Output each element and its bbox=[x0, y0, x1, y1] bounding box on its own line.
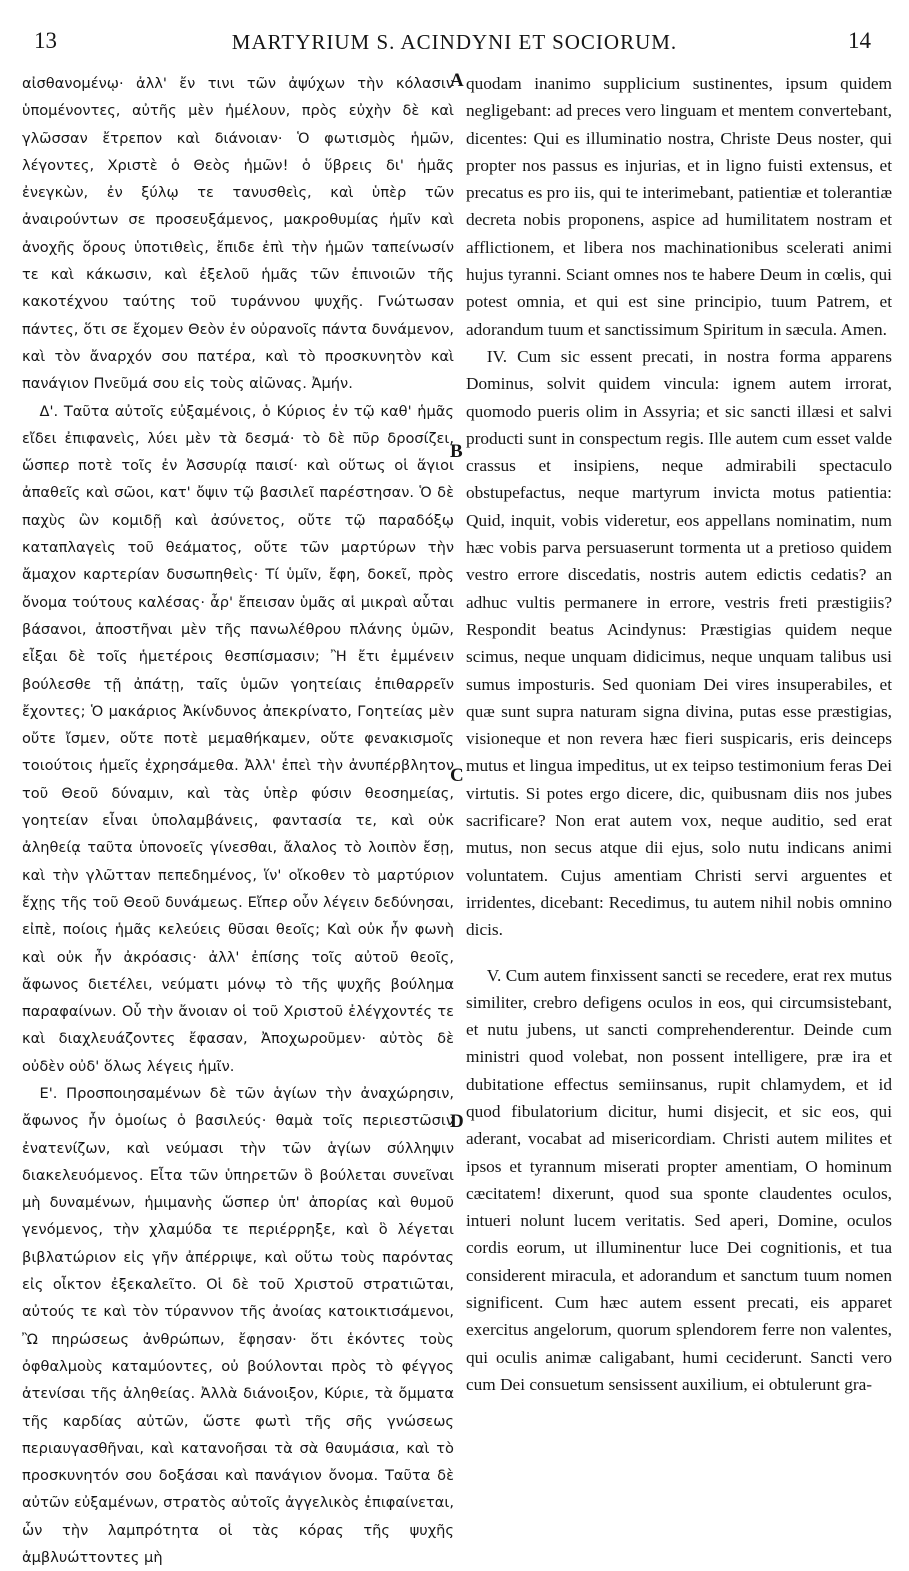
margin-marker-b: B bbox=[450, 441, 463, 462]
latin-paragraph-2: IV. Cum sic essent precati, in nostra forma apparens Dominus, solvit quidem vincula: ignem autem irrorat, quomodo pueris olim in Assyria; et sic sancti illæsi et salvi producti sunt in conspectum regis. Ille autem cum esset valde crassus et insipiens, neque admirabili spectaculo obstupefactus, neque martyrum invicta motus patientia: Quid, inquit, vobis videretur, eos appellans nominatim, num hæc vobis parva persuaserunt tormenta ut a pretioso quidem vestro errore discedatis, nostris autem edictis cedatis? an adhuc vultis permanere in errore, vestris freti præstigiis? Respondit beatus Acindynus: Præstigias quidem neque scimus, neque unquam didicimus, neque unquam talibus usi sumus imposturis. Sed quoniam Dei vires insuperabiles, et quæ sunt supra naturam signa divina, putas esse præstigias, visioneque et non revera hæc fieri suspicaris, eris deinceps mutus et lingua impeditus, ut ex teipso testimonium feras Dei virtutis. Si potes ergo dicere, dic, quibusnam diis nos jubes sacrificare? Non erat autem vox, neque auditio, sed erat mutus, non secus atque dii ejus, solo nutu indicans animi voluntatem. Cujus amentiam Christi servi arguentes et irridentes, dicebant: Recedimus, tu autem nihil nobis omnino dicis. bbox=[466, 346, 892, 940]
margin-marker-a: A bbox=[450, 70, 464, 91]
greek-paragraph-2: Δ'. Ταῦτα αὐτοῖς εὐξαμένοις, ὁ Κύριος ἐν τῷ καθ' ἡμᾶς εἴδει ἐπιφανεὶς, λύει μὲν τὰ δεσμά· τὸ δὲ πῦρ δροσίζει, ὥσπερ ποτὲ τοῖς ἐν Ἀσσυρίᾳ παισί· καὶ οὕτως οἱ ἅγιοι ἀπαθεῖς καὶ σῶοι, κατ' ὄψιν τῷ βασιλεῖ παρέστησαν. Ὁ δὲ παχὺς ὢν κομιδῇ καὶ ἀσύνετος, οὔτε τῷ παραδόξῳ καταπλαγεὶς τοῦ θεάματος, οὔτε τῶν μαρτύρων τὴν ἄμαχον καρτερίαν δυσωπηθεὶς· Τί ὑμῖν, ἔφη, δοκεῖ, πρὸς ὄνομα τούτους καλέσας· ἆρ' ἔπεισαν ὑμᾶς αἱ μικραὶ αὗται βάσανοι, ἀποστῆναι μὲν τῆς πανωλέθρου πλάνης ὑμῶν, εἶξαι δὲ τοῖς ἡμετέροις θεσπίσμασιν; Ἢ ἔτι ἐμμένειν βούλεσθε τῇ ἀπάτῃ, ταῖς ὑμῶν γοητείαις ἐπιθαρρεῖν ἔχοντες; Ὁ μακάριος Ἀκίνδυνος ἀπεκρίνατο, Γοητείας μὲν οὔτε ἴσμεν, οὔτε ποτὲ μεμαθήκαμεν, οὔτε φενακισμοῖς τοιούτοις ἡμεῖς ἐχρησάμεθα. Ἀλλ' ἐπεὶ τὴν ἀνυπέρβλητον τοῦ Θεοῦ δύναμιν, καὶ τὰς ὑπὲρ φύσιν θεοσημείας, γοητείαν εἶναι ὑπολαμβάνεις, φαντασία τε, καὶ οὐκ ἀληθείᾳ ταῦτα ὑπονοεῖς γίνεσθαι, ἄλαλος τὸ λοιπὸν ἔσῃ, καὶ τὴν γλῶτταν πεπεδημένος, ἵν' οἴκοθεν τὸ μαρτύριον ἔχῃς τῆς τοῦ Θεοῦ δυνάμεως. Εἴπερ οὖν λέγειν δεδύνησαι, εἰπὲ, ποίοις ἡμᾶς κελεύεις θῦσαι θεοῖς; Καὶ οὐκ ἦν φωνὴ καὶ οὐκ ἦν ἀκρόασις· ἀλλ' ἐπίσης τοῖς αὐτοῦ θεοῖς, ἄφωνος διετέλει, νεύματι μόνῳ τὸ τῆς ψυχῆς βούλημα παραφαίνων. Οὗ τὴν ἄνοιαν οἱ τοῦ Χριστοῦ ἐλέγχοντές τε καὶ διαχλευάζοντες ἔφασαν, Ἀποχωροῦμεν· αὐτὸς δὲ οὐδὲν οὐδ' ὅλως λέγεις ἡμῖν. bbox=[22, 402, 454, 1075]
page-header bbox=[0, 28, 909, 68]
latin-column bbox=[466, 70, 892, 1398]
margin-marker-c: C bbox=[450, 765, 464, 786]
greek-column bbox=[22, 70, 454, 1571]
left-page-number: 13 bbox=[34, 28, 57, 53]
margin-marker-d: D bbox=[450, 1111, 464, 1132]
latin-paragraph-1: quodam inanimo supplicium sustinentes, ipsum quidem negligebant: ad preces vero linguam et mentem convertebant, dicentes: Qui es illuminatio nostra, Christe Deus noster, qui propter nos passus es injurias, et in ligno fuisti extensus, et precatus es pro iis, qui te interimebant, patientiæ et tolerantiæ decreta nobis proponens, aspice ad humilitatem nostram et afflictionem, et libera nos machinationibus scelerati animi hujus tyranni. Sciant omnes nos te habere Deum in cœlis, qui potest omnia, et qui est sine principio, tuum Patrem, et adorandum tuum et sanctissimum Spiritum in sæcula. Amen. bbox=[466, 74, 892, 339]
greek-paragraph-3: Ε'. Προσποιησαμένων δὲ τῶν ἁγίων τὴν ἀναχώρησιν, ἄφωνος ἦν ὁμοίως ὁ βασιλεύς· θαμὰ τοῖς περιεστῶσιν ἐνατενίζων, καὶ νεύμασι τὴν τῶν ἁγίων σύλληψιν διακελευόμενος. Εἶτα τῶν ὑπηρετῶν ὃ βούλεται συνεῖναι μὴ δυναμένων, ἡμιμανὴς ὥσπερ ὑπ' ἀπορίας καὶ θυμοῦ γενόμενος, τὴν χλαμύδα τε περιέρρηξε, καὶ ὃ λέγεται βιβλατώριον εἰς γῆν ἀπέρριψε, καὶ οὕτω τοὺς παρόντας εἰς οἶκτον ἐξεκαλεῖτο. Οἱ δὲ τοῦ Χριστοῦ στρατιῶται, αὐτούς τε καὶ τὸν τύραννον τῆς ἀνοίας κατοικτισάμενοι, Ὢ πηρώσεως ἀνθρώπων, ἔφησαν· ὅτι ἑκόντες τοὺς ὀφθαλμοὺς καταμύοντες, οὐ βούλονται πρὸς τὸ φέγγος ἀτενίσαι τῆς ἀληθείας. Ἀλλὰ διάνοιξον, Κύριε, τὰ ὄμματα τῆς καρδίας αὐτῶν, ὥστε φωτὶ τῆς σῆς γνώσεως περιαυγασθῆναι, καὶ κατανοῆσαι τὰ σὰ θαυμάσια, καὶ τὸ προσκυνητόν σου δοξάσαι καὶ πανάγιον ὄνομα. Ταῦτα δὲ αὐτῶν εὐξαμένων, στρατὸς αὐτοῖς ἀγγελικὸς ἐπιφαίνεται, ὧν τὴν λαμπρότητα οἱ τὰς κόρας τῆς ψυχῆς ἀμβλυώττοντες μὴ bbox=[22, 1084, 454, 1567]
greek-paragraph-1: αἰσθανομένῳ· ἀλλ' ἔν τινι τῶν ἀψύχων τὴν κόλασιν ὑπομένοντες, αὐτῆς μὲν ἠμέλουν, πρὸς εὐχὴν δὲ καὶ γλῶσσαν ἔτρεπον καὶ διάνοιαν· Ὁ φωτισμὸς ἡμῶν, λέγοντες, Χριστὲ ὁ Θεὸς ἡμῶν! ὁ ὕβρεις δι' ἡμᾶς ἐνεγκὼν, ἐν ξύλῳ τε τανυσθεὶς, καὶ ὑπὲρ τῶν ἀναιρούντων σε προσευξάμενος, μακροθυμίας ἡμῖν καὶ ἀνοχῆς ὅρους ὑποτιθεὶς, ἔπιδε ἐπὶ τὴν ἡμῶν ταπείνωσίν τε καὶ κάκωσιν, καὶ ἐξελοῦ ἡμᾶς τῶν ἐπινοιῶν τῆς κακοτέχνου ταύτης τοῦ τυράννου ψυχῆς. Γνώτωσαν πάντες, ὅτι σε ἔχομεν Θεὸν ἐν οὐρανοῖς πάντα δυνάμενον, καὶ τὸν ἄναρχόν σου πατέρα, καὶ τὸ προσκυνητὸν καὶ πανάγιον Πνεῦμά σου εἰς τοὺς αἰῶνας. Ἀμήν. bbox=[22, 75, 454, 393]
right-page-number: 14 bbox=[848, 28, 871, 53]
latin-paragraph-3: V. Cum autem finxissent sancti se recedere, erat rex mutus similiter, crebro defigens oculos in eos, qui circumsistebant, et nutu jubens, ut sancti comprehenderentur. Deinde cum ministri quod volebat, non possent intelligere, præ ira et dubitatione effectus semiinsanus, rupit chlamydem, et id quod fibulatorium dicitur, humi disjecit, et sic eos, qui aderant, vocabat ad misericordiam. Christi autem milites et ipsos et tyrannum miserati propter amentiam, O hominum cæcitatem! dixerunt, quod sua sponte claudentes oculos, intueri nolunt lucem veritatis. Sed aperi, Domine, oculos cordis eorum, ut illuminentur luce Dei cognitionis, et tua considerent miracula, et adorandum et sanctum tuum nomen significent. Cum hæc autem essent precati, eis apparet exercitus angelorum, quorum splendorem ferre non valentes, qui oculis animæ caligabant, humi ceciderunt. Sancti vero cum Dei consuetum sensissent auxilium, ei obtulerunt gra- bbox=[466, 965, 892, 1394]
running-title: MARTYRIUM S. ACINDYNI ET SOCIORUM. bbox=[231, 30, 678, 54]
